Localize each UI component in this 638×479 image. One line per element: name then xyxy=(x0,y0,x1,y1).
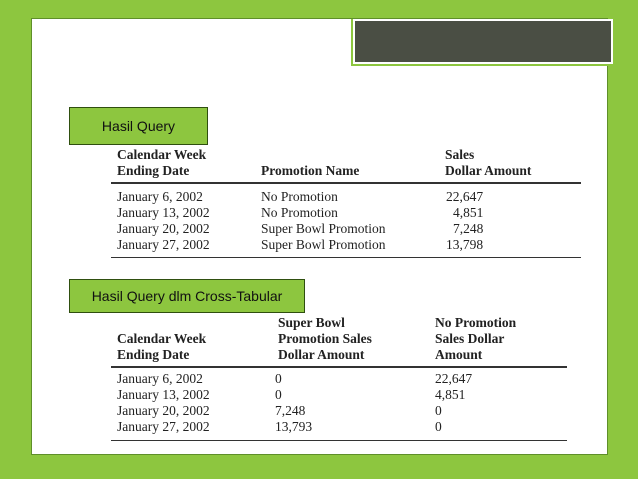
crosstab-result-label: Hasil Query dlm Cross-Tabular xyxy=(69,279,305,313)
t2-cell-nopromotion: 0 xyxy=(435,419,442,434)
t2-header-nopromotion xyxy=(435,315,516,363)
t1-header-promotion-line1: Promotion Name xyxy=(261,163,360,178)
t1-header-promotion xyxy=(261,163,359,179)
t2-cell-nopromotion: 4,851 xyxy=(435,387,466,402)
t1-cell-date: January 13, 2002 xyxy=(117,205,210,220)
t1-cell-date: January 6, 2002 xyxy=(117,189,203,204)
t2-header-date-line2: Ending Date xyxy=(117,347,190,362)
t2-header-rule xyxy=(111,366,567,368)
t2-cell-nopromotion: 22,647 xyxy=(435,371,473,386)
t1-bottom-rule xyxy=(111,257,581,258)
t2-cell-date: January 13, 2002 xyxy=(117,387,210,402)
t2-header-superbowl xyxy=(278,315,372,363)
t2-cell-nopromotion: 0 xyxy=(435,403,442,418)
t2-cell-superbowl: 0 xyxy=(275,387,282,402)
t1-cell-amount: 4,851 xyxy=(453,205,484,220)
query-result-label: Hasil Query xyxy=(69,107,208,145)
t1-header-sales-line2: Dollar Amount xyxy=(445,163,532,178)
decorative-corner-box xyxy=(351,19,615,66)
t1-header-rule xyxy=(111,182,581,184)
t1-header-date xyxy=(117,147,206,179)
t1-header-sales xyxy=(445,147,531,179)
t2-header-date-line1: Calendar Week xyxy=(117,331,207,346)
t1-header-date-line1: Calendar Week xyxy=(117,147,207,162)
t2-bottom-rule xyxy=(111,440,567,441)
t1-cell-date: January 20, 2002 xyxy=(117,221,210,236)
t2-cell-superbowl: 7,248 xyxy=(275,403,306,418)
t1-cell-promotion: Super Bowl Promotion xyxy=(261,221,386,236)
t2-cell-date: January 20, 2002 xyxy=(117,403,210,418)
t1-header-sales-line1: Sales xyxy=(445,147,475,162)
t1-cell-promotion: No Promotion xyxy=(261,205,338,220)
t1-cell-amount: 22,647 xyxy=(446,189,484,204)
t2-header-nopromotion-line3: Amount xyxy=(435,347,483,362)
t2-header-superbowl-line2: Promotion Sales xyxy=(278,331,372,346)
t2-cell-superbowl: 0 xyxy=(275,371,282,386)
t2-header-superbowl-line3: Dollar Amount xyxy=(278,347,365,362)
t1-cell-promotion: Super Bowl Promotion xyxy=(261,237,386,252)
t2-cell-superbowl: 13,793 xyxy=(275,419,313,434)
t2-cell-date: January 27, 2002 xyxy=(117,419,210,434)
t2-header-date xyxy=(117,331,206,363)
t1-cell-amount: 7,248 xyxy=(453,221,484,236)
t2-header-nopromotion-line1: No Promotion xyxy=(435,315,517,330)
t2-header-nopromotion-line2: Sales Dollar xyxy=(435,331,505,346)
t1-header-date-line2: Ending Date xyxy=(117,163,190,178)
t1-cell-date: January 27, 2002 xyxy=(117,237,210,252)
t2-header-superbowl-line1: Super Bowl xyxy=(278,315,345,330)
t2-cell-date: January 6, 2002 xyxy=(117,371,203,386)
t1-cell-amount: 13,798 xyxy=(446,237,484,252)
t1-cell-promotion: No Promotion xyxy=(261,189,338,204)
